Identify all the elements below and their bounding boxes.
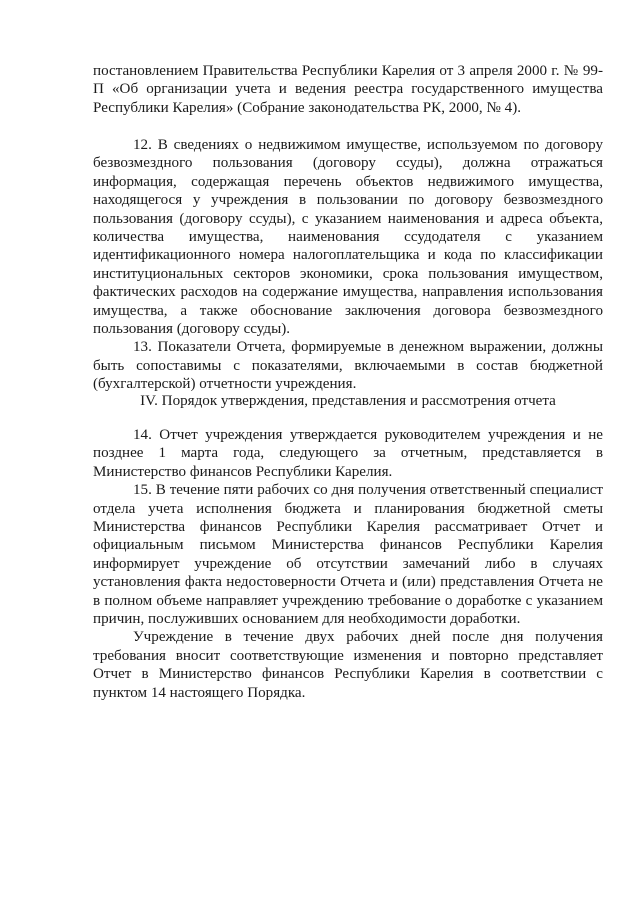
- paragraph-14: 14. Отчет учреждения утверждается руководителем учреждения и не позднее 1 марта года, следующего за отчетным, представляется в Министерство финансов Республики Карелия.: [93, 427, 603, 480]
- paragraph-12: 12. В сведениях о недвижимом имуществе, используемом по договору безвозмездного пользования (договору ссуды), должна отражаться информация, содержащая перечень объектов недвижимого имущества, находящегося у учреждения в пользовании по договору безвозмездного пользования (договору ссуды), с указанием наименования и адреса объекта, количества имущества, наименования ссудодателя с указанием идентификационного номера налогоплательщика и кода по классификации институциональных секторов экономики, срока пользования имуществом, фактических расходов на содержание имущества, направления использования имущества, а также обоснование заключения договора безвозмездного пользования (договору ссуды).: [93, 137, 603, 338]
- paragraph-15: 15. В течение пяти рабочих со дня получения ответственный специалист отдела учета исполнения бюджета и планирования бюджетной сметы Министерства финансов Республики Карелия рассматривает Отчет и официальным письмом Министерства финансов Республики Карелия информирует учреждение об отсутствии замечаний либо в случаях установления факта недостоверности Отчета и (или) представления Отчета не в полном объеме направляет учреждению требование о доработке с указанием причин, послуживших основанием для необходимости доработки.: [93, 482, 603, 628]
- section-heading: IV. Порядок утверждения, представления и рассмотрения отчета: [140, 393, 556, 409]
- section-3-tail-block: [93, 136, 603, 394]
- paragraph-13: 13. Показатели Отчета, формируемые в денежном выражении, должны быть сопоставимы с показателями, включаемыми в состав бюджетной (бухгалтерской) отчетности учреждения.: [93, 339, 603, 393]
- intro-block: [93, 62, 603, 117]
- paragraph-final: Учреждение в течение двух рабочих дней после дня получения требования вносит соответствующие изменения и повторно представляет Отчет в Министерство финансов Республики Карелия в соответствии с пунктом 14 настоящего Порядка.: [93, 629, 603, 701]
- section-4-block: [93, 426, 603, 702]
- intro-paragraph: постановлением Правительства Республики Карелия от 3 апреля 2000 г. № 99-П «Об организации учета и ведения реестра государственного имущества Республики Карелия» (Собрание законодательства РК, 2000, № 4).: [93, 63, 603, 116]
